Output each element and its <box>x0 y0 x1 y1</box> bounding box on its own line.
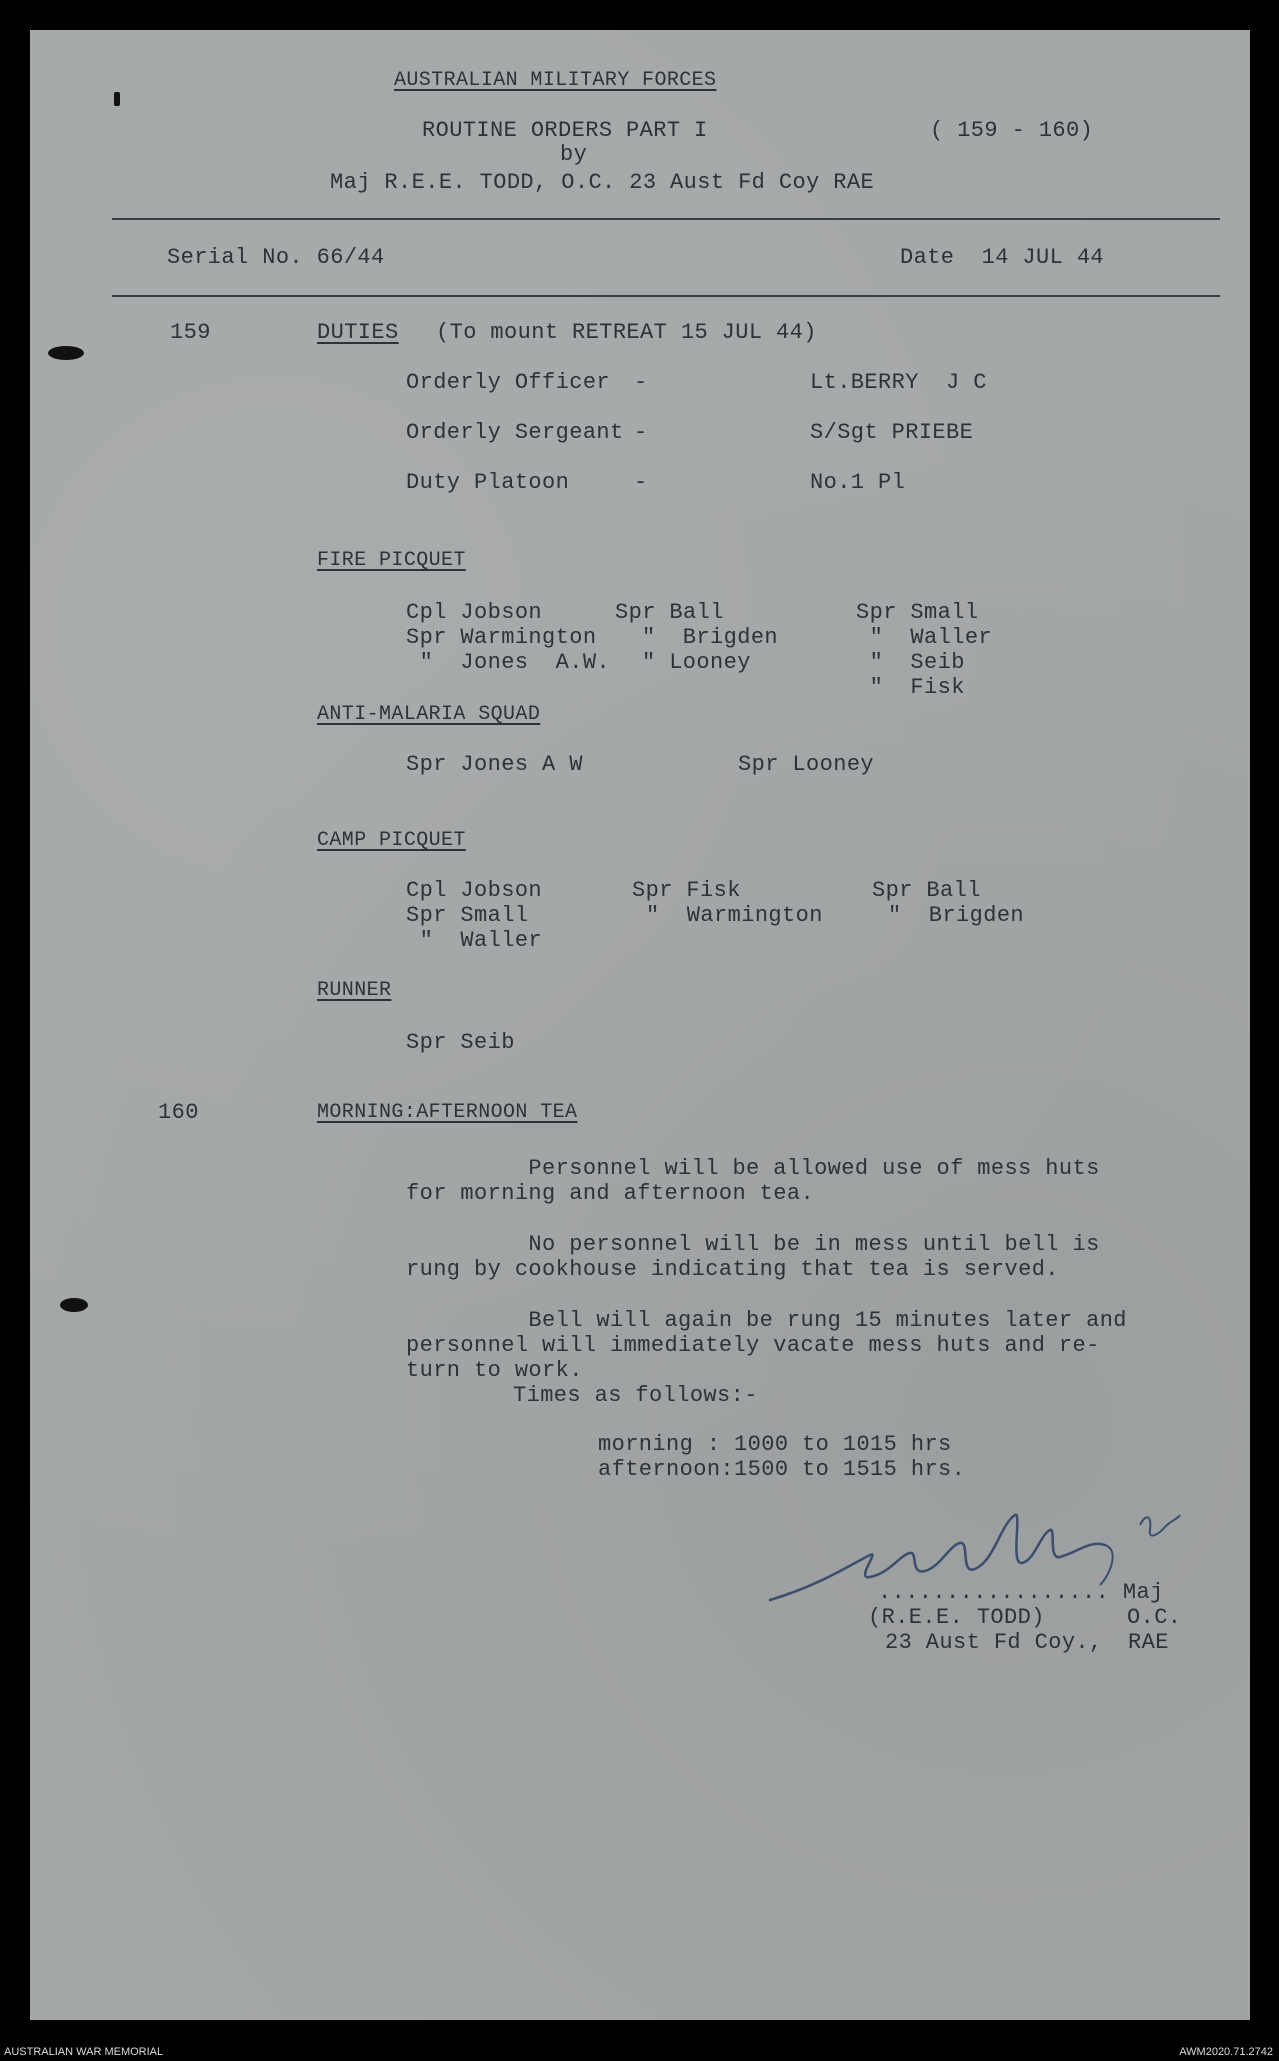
time-afternoon: afternoon:1500 to 1515 hrs. <box>598 1457 966 1482</box>
serial-number: Serial No. 66/44 <box>167 245 385 270</box>
anti-malaria-member: Spr Jones A W <box>406 752 583 777</box>
signatory-rae: RAE <box>1128 1630 1169 1655</box>
org-heading: AUSTRALIAN MILITARY FORCES <box>394 69 717 92</box>
by-line: by <box>560 142 588 167</box>
order-date: Date 14 JUL 44 <box>900 245 1105 270</box>
paragraph-line: No personnel will be in mess until bell is <box>406 1232 1100 1257</box>
document-page <box>30 30 1250 2020</box>
signatory-unit: 23 Aust Fd Coy., <box>885 1630 1103 1655</box>
camp-picquet-member: Spr Small <box>406 903 529 928</box>
anti-malaria-heading: ANTI-MALARIA SQUAD <box>317 703 541 726</box>
fire-picquet-member: Spr Ball <box>615 600 724 625</box>
fire-picquet-heading: FIRE PICQUET <box>317 549 466 572</box>
camp-picquet-member: Spr Ball <box>872 878 981 903</box>
fire-picquet-member: " Looney <box>642 650 751 675</box>
camp-picquet-member: " Waller <box>406 928 543 953</box>
corner-mark <box>114 92 120 106</box>
fire-picquet-member: Spr Warmington <box>406 625 597 650</box>
signatory-name: (R.E.E. TODD) <box>868 1605 1045 1630</box>
fire-picquet-member: " Fisk <box>856 675 965 700</box>
camp-picquet-member: Cpl Jobson <box>406 878 543 903</box>
fire-picquet-member: " Waller <box>856 625 993 650</box>
paragraph-line: rung by cookhouse indicating that tea is served. <box>406 1257 1059 1282</box>
fire-picquet-member: " Brigden <box>642 625 779 650</box>
duty-dash: - <box>634 420 648 445</box>
duty-dash: - <box>634 370 648 395</box>
runner-name: Spr Seib <box>406 1030 515 1055</box>
footer-left: AUSTRALIAN WAR MEMORIAL <box>4 2046 164 2058</box>
paragraph-line: Bell will again be rung 15 minutes later and <box>406 1308 1127 1333</box>
fire-picquet-member: Cpl Jobson <box>406 600 543 625</box>
camp-picquet-member: Spr Fisk <box>632 878 741 903</box>
paragraph-line: turn to work. <box>406 1358 583 1383</box>
binding-mark <box>48 346 84 360</box>
header-rule-top <box>112 218 1220 220</box>
paragraph-line: for morning and afternoon tea. <box>406 1181 815 1206</box>
fire-picquet-member: " Jones A.W. <box>406 650 611 675</box>
times-intro: Times as follows:- <box>513 1383 758 1408</box>
item-number-160: 160 <box>158 1100 199 1125</box>
fire-picquet-member: " Seib <box>856 650 965 675</box>
duties-subheading: (To mount RETREAT 15 JUL 44) <box>436 320 817 345</box>
duty-name: S/Sgt PRIEBE <box>810 420 974 445</box>
duty-role: Duty Platoon <box>406 470 570 495</box>
item-number-159: 159 <box>170 320 211 345</box>
commander-line: Maj R.E.E. TODD, O.C. 23 Aust Fd Coy RAE <box>330 170 875 195</box>
camp-picquet-member: " Warmington <box>646 903 823 928</box>
orders-title: ROUTINE ORDERS PART I <box>422 118 708 143</box>
runner-heading: RUNNER <box>317 979 392 1002</box>
footer-right: AWM2020.71.2742 <box>1179 2046 1273 2058</box>
camp-picquet-heading: CAMP PICQUET <box>317 829 466 852</box>
tea-heading: MORNING:AFTERNOON TEA <box>317 1101 578 1124</box>
paragraph-line: Personnel will be allowed use of mess huts <box>406 1156 1100 1181</box>
paragraph-line: personnel will immediately vacate mess huts and re- <box>406 1333 1100 1358</box>
order-range: ( 159 - 160) <box>930 118 1094 143</box>
header-rule-bottom <box>112 295 1220 297</box>
duty-dash: - <box>634 470 648 495</box>
duty-role: Orderly Officer <box>406 370 611 395</box>
signatory-oc: O.C. <box>1127 1605 1182 1630</box>
anti-malaria-member: Spr Looney <box>738 752 875 777</box>
signature-dots: ................. Maj <box>878 1580 1164 1605</box>
binding-mark <box>60 1298 88 1312</box>
camp-picquet-member: " Brigden <box>888 903 1025 928</box>
duty-name: Lt.BERRY J C <box>810 370 987 395</box>
duties-heading: DUTIES <box>317 320 399 345</box>
duty-name: No.1 Pl <box>810 470 906 495</box>
duty-role: Orderly Sergeant <box>406 420 624 445</box>
time-morning: morning : 1000 to 1015 hrs <box>598 1432 952 1457</box>
fire-picquet-member: Spr Small <box>856 600 979 625</box>
